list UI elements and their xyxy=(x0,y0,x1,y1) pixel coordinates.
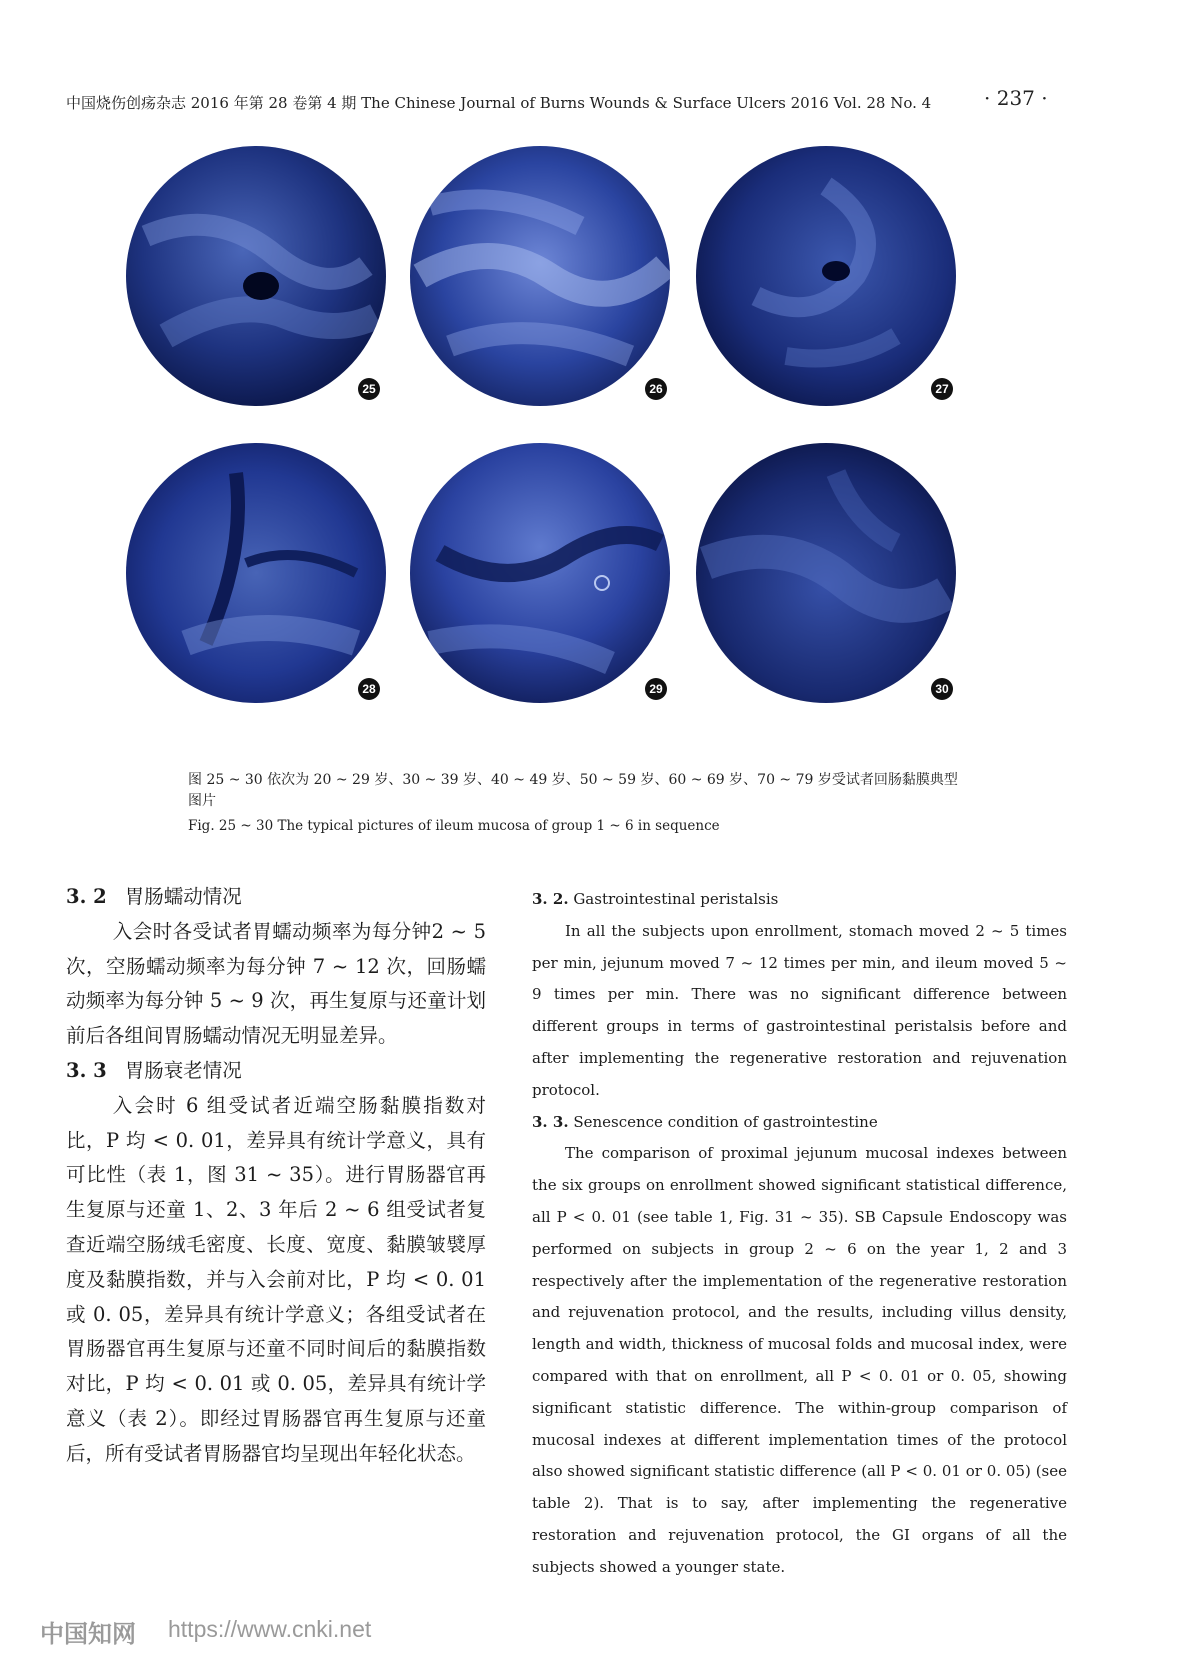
figure-caption xyxy=(188,770,968,837)
section-heading-3-3-cn xyxy=(66,1054,486,1089)
section-body-3-2-en: In all the subjects upon enrollment, stomach moved 2 ~ 5 times per min, jejunum moved 7 ~ 12 times per min, and ileum moved 5 ~ 9 times per min. There was no significant difference between different groups in terms of gastrointestinal peristalsis before and after implementing the regenerative restoration and rejuvenation protocol. xyxy=(532,921,1067,1099)
figure-caption-en: Fig. 25 ~ 30 The typical pictures of ileum mucosa of group 1 ~ 6 in sequence xyxy=(188,818,720,834)
section-heading-3-3-en xyxy=(532,1107,1067,1139)
section-title: Senescence condition of gastrointestine xyxy=(568,1112,878,1131)
section-title: 胃肠衰老情况 xyxy=(124,1058,242,1082)
cnki-brand-logo: 中国知网 xyxy=(40,1621,136,1648)
endoscopy-image-30 xyxy=(696,443,956,703)
endoscopy-image-29 xyxy=(410,443,670,703)
figure-label-29: 29 xyxy=(645,678,667,700)
journal-running-title: 中国烧伤创疡杂志 2016 年第 28 卷第 4 期 The Chinese Journal of Burns Wounds & Surface Ulcers 2016 Vol. 28 No. 4 xyxy=(66,94,932,112)
section-heading-3-2-cn xyxy=(66,880,486,915)
endoscopy-image-28 xyxy=(126,443,386,703)
figure-label-30: 30 xyxy=(931,678,953,700)
figure-label-25: 25 xyxy=(358,378,380,400)
cnki-url: https://www.cnki.net xyxy=(168,1616,372,1642)
section-number: 3. 3. xyxy=(532,1112,569,1131)
figure-label-26: 26 xyxy=(645,378,667,400)
chinese-text-column xyxy=(66,880,486,1472)
endoscopy-image-27 xyxy=(696,146,956,406)
section-heading-3-2-en xyxy=(532,884,1067,916)
endoscopy-image-25 xyxy=(126,146,386,406)
page-number: · 237 · xyxy=(984,86,1048,110)
endoscopy-image-26 xyxy=(410,146,670,406)
cnki-watermark xyxy=(40,1614,540,1648)
english-text-column xyxy=(532,884,1067,1584)
section-number: 3. 3 xyxy=(66,1058,107,1082)
section-title: 胃肠蠕动情况 xyxy=(124,885,242,908)
figure-label-27: 27 xyxy=(931,378,953,400)
section-body-3-2-cn: 入会时各受试者胃蠕动频率为每分钟2 ~ 5 次，空肠蠕动频率为每分钟 7 ~ 12 次，回肠蠕动频率为每分钟 5 ~ 9 次，再生复原与还童计划前后各组间胃肠蠕动情况无明显差异。 xyxy=(66,919,486,1048)
section-body-3-3-en: The comparison of proximal jejunum mucosal indexes between the six groups on enrollment showed significant statistical difference, all P < 0. 01 (see table 1, Fig. 31 ~ 35). SB Capsule Endoscopy was performed on subjects in group 2 ~ 6 on the year 1, 2 and 3 respectively after the implementation of the regenerative restoration and rejuvenation protocol, and the results, including villus density, length and width, thickness of mucosal folds and mucosal index, were compared with that on enrollment, all P < 0. 01 or 0. 05, showing significant statistic difference. The within-group comparison of mucosal indexes at different implementation times of the protocol also showed significant statistic difference (all P < 0. 01 or 0. 05) (see table 2). That is to say, after implementing the regenerative restoration and rejuvenation protocol, the GI organs of all the subjects showed a younger state. xyxy=(532,1144,1067,1576)
section-body-3-3-cn: 入会时 6 组受试者近端空肠黏膜指数对比，P 均 < 0. 01，差异具有统计学意义，具有可比性（表 1，图 31 ~ 35）。进行胃肠器官再生复原与还童 1、2、3 年后 2 ~ 6 组受试者复查近端空肠绒毛密度、长度、宽度、黏膜皱襞厚度及黏膜指数，并与入会前对比，P 均 < 0. 01 或 0. 05，差异具有统计学意义；各组受试者在胃肠器官再生复原与还童不同时间后的黏膜指数对比，P 均 < 0. 01 或 0. 05，差异具有统计学意义（表 2）。即经过胃肠器官再生复原与还童后，所有受试者胃肠器官均呈现出年轻化状态。 xyxy=(66,1093,486,1465)
section-title: Gastrointestinal peristalsis xyxy=(568,890,779,908)
section-number: 3. 2. xyxy=(532,890,569,908)
figure-caption-cn: 图 25 ~ 30 依次为 20 ~ 29 岁、30 ~ 39 岁、40 ~ 49 岁、50 ~ 59 岁、60 ~ 69 岁、70 ~ 79 岁受试者回肠黏膜典型图片 xyxy=(188,772,958,809)
section-number: 3. 2 xyxy=(66,885,107,908)
figure-label-28: 28 xyxy=(358,678,380,700)
endoscopy-figure xyxy=(0,0,1192,760)
